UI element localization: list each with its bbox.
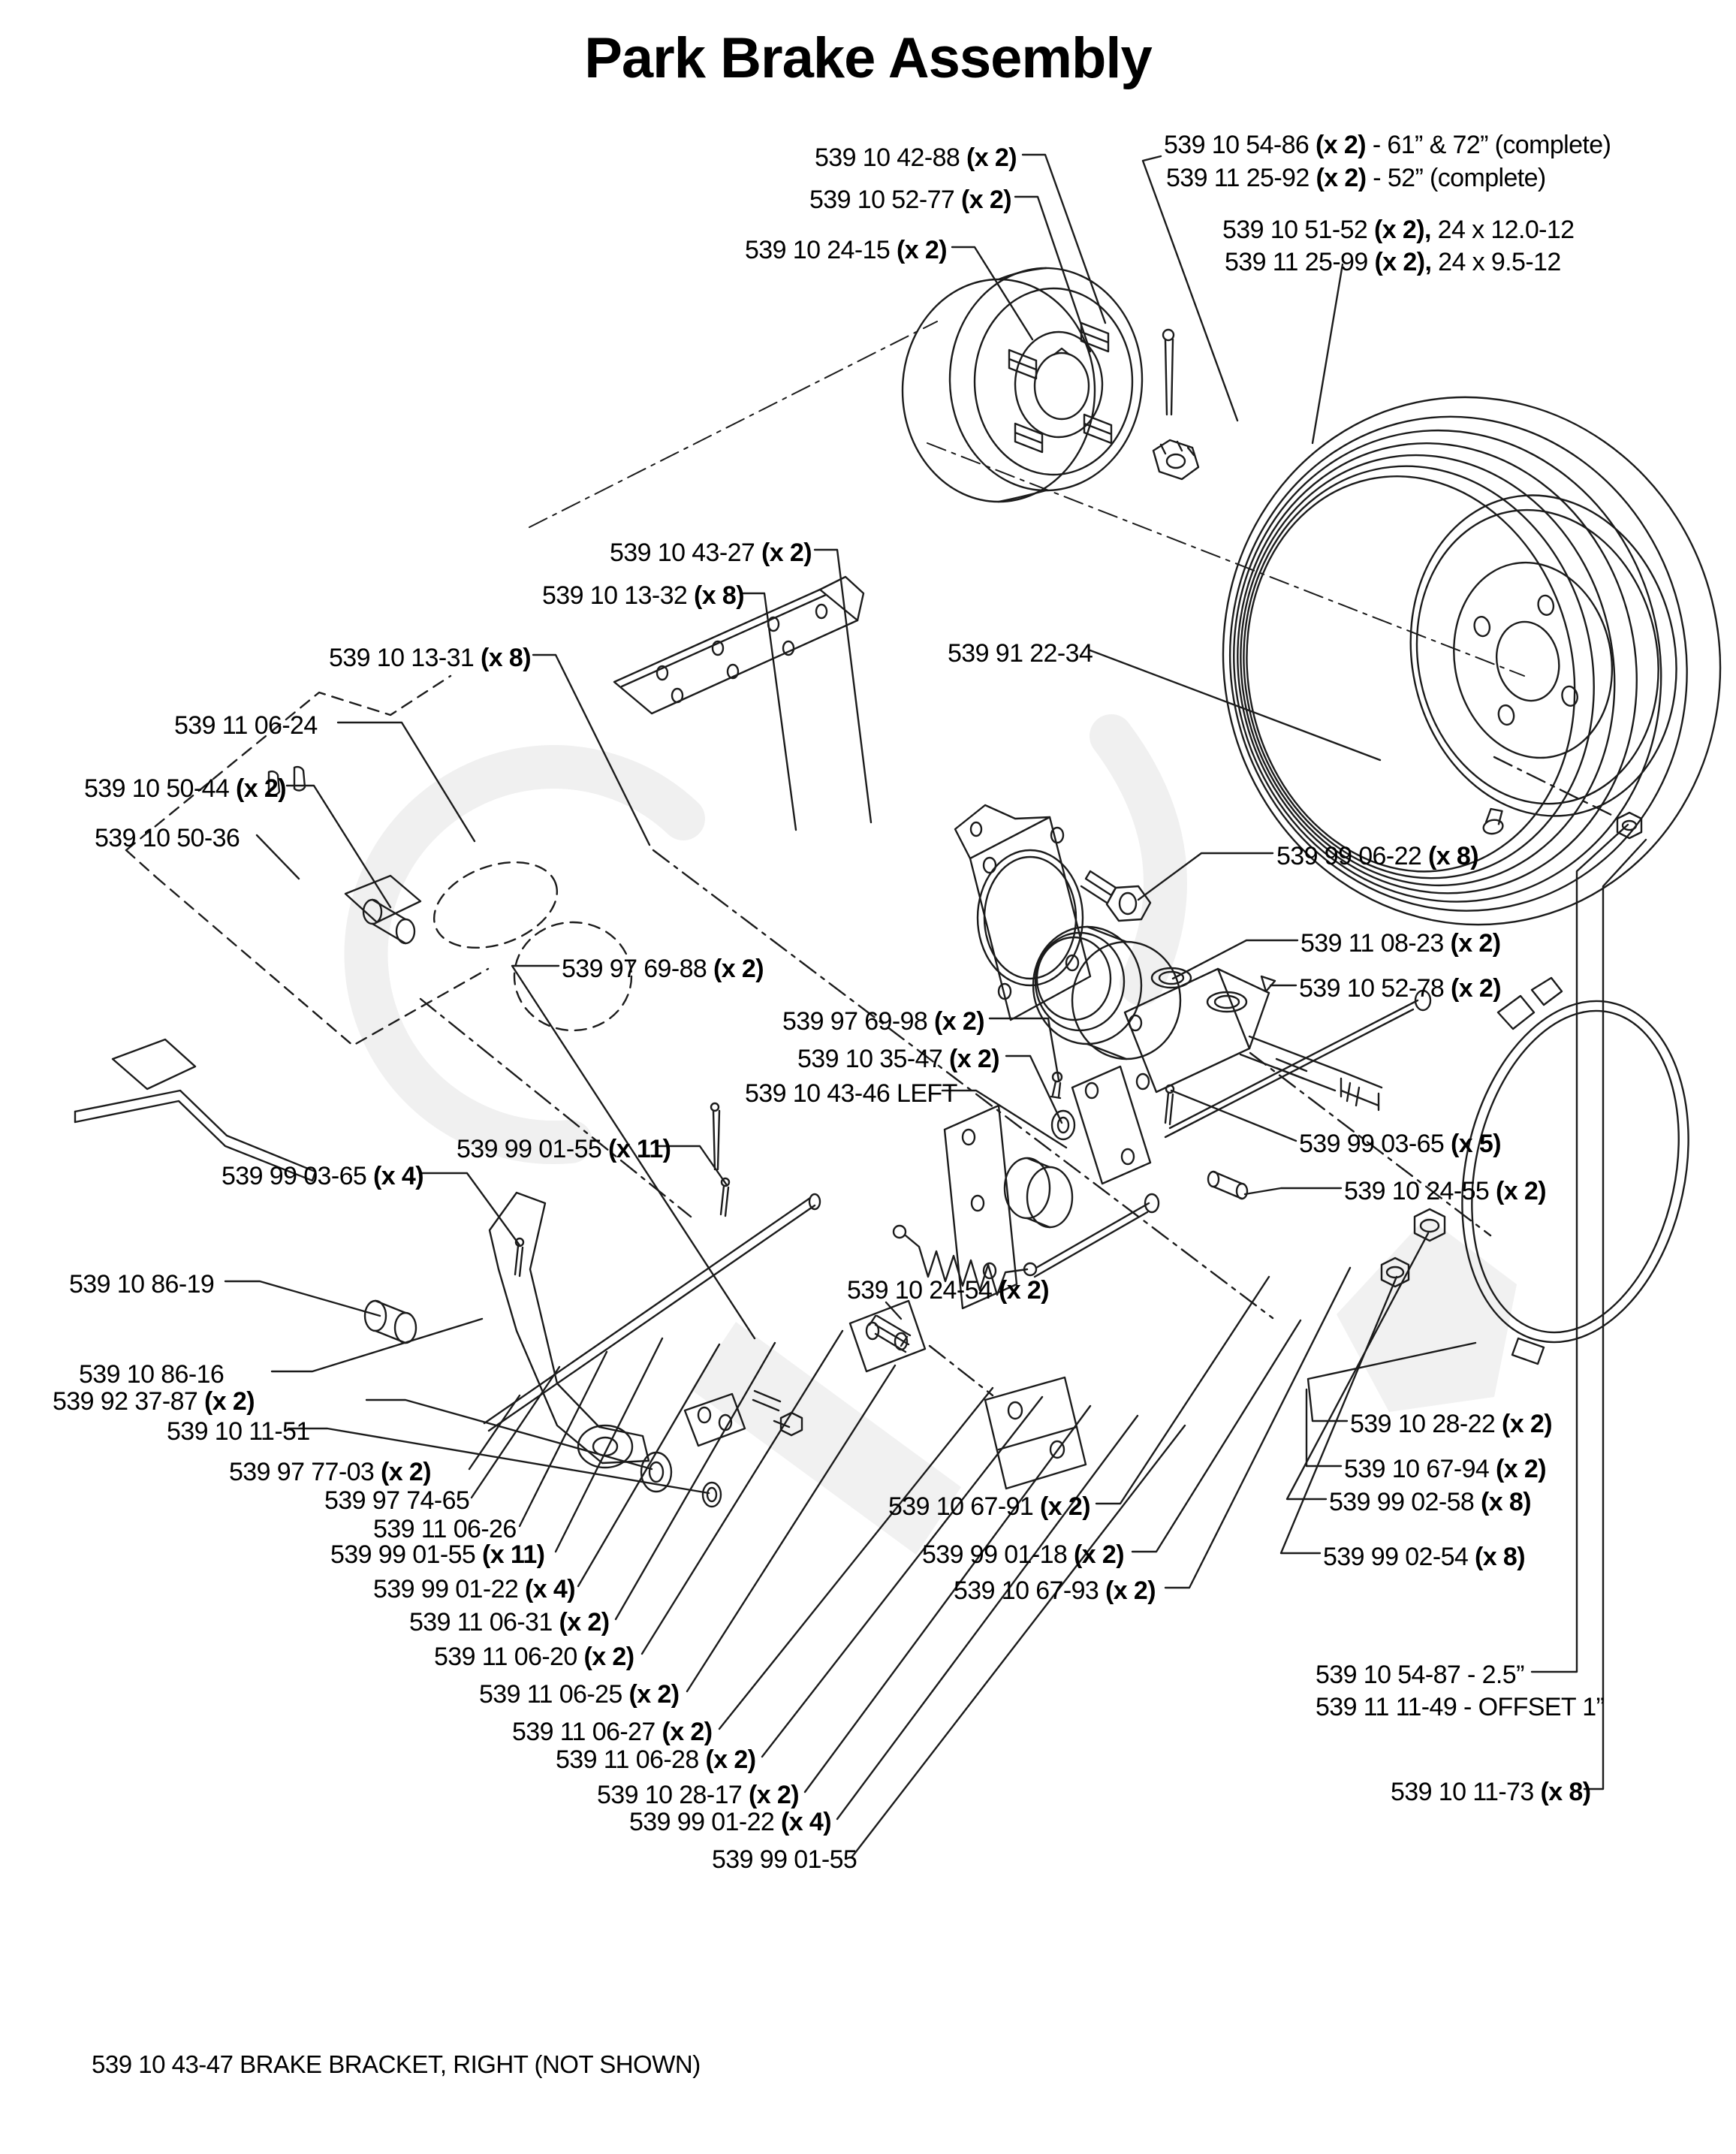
part-label-539104288: 539 10 42-88 (x 2) xyxy=(815,143,1017,172)
part-label-539103547: 539 10 35-47 (x 2) xyxy=(797,1045,999,1073)
grease-zerk xyxy=(1051,1072,1062,1098)
part-label-539110628: 539 11 06-28 (x 2) xyxy=(556,1745,756,1774)
part-label-539106791: 539 10 67-91 (x 2) xyxy=(888,1492,1090,1521)
part-label-539102455: 539 10 24-55 (x 2) xyxy=(1344,1177,1546,1205)
band-anchor xyxy=(1512,1338,1544,1364)
part-label-539923787: 539 92 37-87 (x 2) xyxy=(53,1387,255,1416)
part-label-539990254: 539 99 02-54 (x 8) xyxy=(1323,1543,1525,1571)
part-label-539108616: 539 10 86-16 xyxy=(79,1360,225,1389)
part-label-539102822: 539 10 28-22 (x 2) xyxy=(1350,1410,1552,1438)
page-title: Park Brake Assembly xyxy=(584,26,1152,90)
brake-arm xyxy=(1072,1066,1150,1184)
left-brake-bracket xyxy=(945,1066,1150,1308)
wheel-studs xyxy=(1009,323,1111,452)
part-label-539912234: 539 91 22-34 xyxy=(948,639,1093,668)
hub-face xyxy=(1436,548,1630,773)
alignment-line xyxy=(529,321,937,527)
part-label-539105486: 539 10 54-86 (x 2) - 61” & 72” (complete) xyxy=(1164,131,1611,159)
cable-trunnion xyxy=(850,1301,925,1371)
output-shaft xyxy=(1240,1036,1344,1091)
part-label-539105487: 539 10 54-87 - 2.5” xyxy=(1316,1661,1524,1689)
part-label-539101151: 539 10 11-51 xyxy=(167,1417,310,1446)
part-label-539102817: 539 10 28-17 (x 2) xyxy=(597,1781,799,1809)
slot xyxy=(294,767,305,790)
clip-bracket xyxy=(113,1039,195,1089)
part-label-539101331: 539 10 13-31 (x 8) xyxy=(329,644,531,672)
band-end-lug xyxy=(1532,978,1562,1005)
brake-rod xyxy=(1165,1000,1418,1137)
part-label-539112599: 539 11 25-99 (x 2), 24 x 9.5-12 xyxy=(1225,248,1561,276)
part-label-539990122-b: 539 99 01-22 (x 4) xyxy=(629,1808,831,1836)
part-label-539111149: 539 11 11-49 - OFFSET 1” xyxy=(1316,1693,1605,1721)
part-label-539105044: 539 10 50-44 (x 2) xyxy=(84,774,286,803)
caliper-bracket xyxy=(955,805,1090,1020)
part-label-539990365-x5: 539 99 03-65 (x 5) xyxy=(1299,1130,1501,1158)
watermark-curve xyxy=(1111,736,1165,984)
part-label-539105036: 539 10 50-36 xyxy=(95,824,240,852)
part-label-539110620: 539 11 06-20 (x 2) xyxy=(434,1643,634,1671)
spacer-bushing xyxy=(365,1301,416,1343)
part-label-539102415: 539 10 24-15 (x 2) xyxy=(745,236,947,264)
part-label-539977465: 539 97 74-65 xyxy=(324,1486,470,1515)
part-label-539990118: 539 99 01-18 (x 2) xyxy=(922,1540,1124,1569)
part-label-539976988: 539 97 69-88 (x 2) xyxy=(562,955,764,983)
part-label-539990155-x11-b: 539 99 01-55 (x 11) xyxy=(330,1540,545,1569)
cotter-pins-small xyxy=(515,1085,1174,1276)
part-label-539105277: 539 10 52-77 (x 2) xyxy=(809,186,1011,214)
part-label-539110625: 539 11 06-25 (x 2) xyxy=(479,1680,680,1709)
part-label-539104327: 539 10 43-27 (x 2) xyxy=(610,538,812,567)
pipe-plug xyxy=(1261,976,1275,991)
cotter-pin xyxy=(1163,330,1174,415)
part-label-539990122-a: 539 99 01-22 (x 4) xyxy=(373,1575,575,1603)
part-label-539110627: 539 11 06-27 (x 2) xyxy=(512,1718,713,1746)
part-label-539990365-x4: 539 99 03-65 (x 4) xyxy=(222,1162,423,1190)
part-label-539106793: 539 10 67-93 (x 2) xyxy=(954,1576,1156,1605)
part-label-539108619: 539 10 86-19 xyxy=(69,1270,215,1299)
part-label-539110631: 539 11 06-31 (x 2) xyxy=(409,1608,610,1637)
band-end-lug xyxy=(1498,996,1534,1029)
clevis-pin xyxy=(1208,1172,1247,1199)
washers-small xyxy=(641,1453,721,1507)
footer-note: 539 10 43-47 BRAKE BRACKET, RIGHT (NOT SHOWN) xyxy=(92,2050,701,2078)
center-hole xyxy=(1490,616,1566,707)
part-label-539106794: 539 10 67-94 (x 2) xyxy=(1344,1455,1546,1483)
part-label-539976998: 539 97 69-98 (x 2) xyxy=(782,1007,984,1036)
part-label-539990258: 539 99 02-58 (x 8) xyxy=(1329,1488,1531,1516)
part-label-539101332: 539 10 13-32 (x 8) xyxy=(542,581,744,610)
part-label-539112592: 539 11 25-92 (x 2) - 52” (complete) xyxy=(1166,164,1546,192)
castle-nut xyxy=(1153,440,1198,479)
part-label-539990155-x11-a: 539 99 01-55 (x 11) xyxy=(457,1135,671,1163)
part-label-539101173: 539 10 11-73 (x 8) xyxy=(1391,1778,1591,1806)
part-label-539105152: 539 10 51-52 (x 2), 24 x 12.0-12 xyxy=(1222,216,1575,244)
part-label-539110823: 539 11 08-23 (x 2) xyxy=(1300,929,1501,958)
part-label-539104346: 539 10 43-46 LEFT xyxy=(745,1079,957,1108)
tire-wheel xyxy=(1174,351,1736,971)
valve-stem xyxy=(1480,807,1506,835)
part-label-539977703: 539 97 77-03 (x 2) xyxy=(229,1458,431,1486)
washer xyxy=(1052,1111,1074,1139)
part-label-539990622: 539 99 06-22 (x 8) xyxy=(1276,842,1478,870)
part-label-539105278: 539 10 52-78 (x 2) xyxy=(1299,974,1501,1003)
part-label-539102454: 539 10 24-54 (x 2) xyxy=(847,1276,1049,1305)
watermark-leaf xyxy=(1337,1217,1517,1412)
hex-bolt xyxy=(1081,871,1150,921)
part-label-539110624: 539 11 06-24 xyxy=(174,711,318,740)
part-label-539110626: 539 11 06-26 xyxy=(373,1515,517,1543)
part-label-539990155-c: 539 99 01-55 xyxy=(712,1845,857,1874)
